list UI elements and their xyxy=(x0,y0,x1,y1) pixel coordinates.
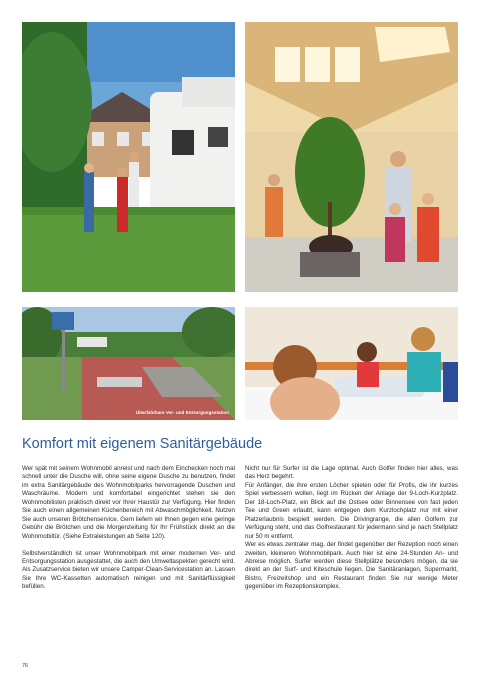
photo-child-washing xyxy=(245,307,458,420)
paragraph: Für Anfänger, die ihre ersten Löcher spielen oder für Profis, die ihr kurzes Spiel verbessern wollen, liegt im Rücken der Anlage der 9-Loch-Kurzplatz. Der 18-Loch-Platz, ein Blick auf die Ostsee oder Binnensee von fast jeden Tee und Green erlaubt, kann entgegen dem Kurzlochplatz nur mit einer Platzerlaubnis bespielt werden. Die Drivingrange, die allen Golfern zur Verfügung steht, und das Golfrestaurant für jedermann sind je nach Stellplatz nur 50 m entfernt. xyxy=(245,481,458,540)
text-column-right xyxy=(245,465,458,600)
paragraph: Nicht nur für Surfer ist die Lage optimal. Auch Golfer finden hier alles, was das Herz begehrt. xyxy=(245,465,458,481)
page-heading: Komfort mit eigenem Sanitärgebäude xyxy=(22,436,263,452)
photo-caption: Überfahrbare Ver- und Entsorgungsstation xyxy=(135,410,229,415)
photo-disposal-station xyxy=(22,307,235,420)
paragraph: Wer spät mit seinem Wohnmobil anreist und nach dem Einchecken noch mal schnell unter die Dusche will, ohne seine eigene Dusche zu benutzen, findet im extra Sanitärgebäude des Wohnmobilparks hervorragende Duschen und Waschräume. Modern und komfortabel eingerichtet stehen sie den Wohnmobilisten praktisch direkt vor Ihrer Haustür zur Verfügung. Hier finden Sie auch einen allgemeinen Küchenbereich mit Abwaschmöglichkeit. Nutzen Sie auch unseren Brötchenservice. Gern liefern wir Ihnen gegen eine geringe Gebühr die Brötchen und die Morgenzeitung für Ihr Frühstück direkt an die Wohnmobiltür. (Siehe Extraleistungen ab Seite 120). xyxy=(22,465,235,540)
photo-sanitary-building-interior xyxy=(245,22,458,292)
paragraph: Wer es etwas zentraler mag, der findet gegenüber der Rezeption noch einen zweiten, kleineren Wohnmobilpark. Auch hier ist eine 24-Stunden An- und Abreise möglich. Surfer werden diese Stellplätze besonders mögen, da sie direkt an der Surf- und Kiteschule liegen. Die Sanitäranlagen, Supermarkt, Bistro, Freizeitshop und ein Restaurant finden Sie nur wenige Meter gegenüber im Rezeptionskomplex. xyxy=(245,541,458,591)
page-number: 76 xyxy=(22,663,29,669)
text-column-left xyxy=(22,465,235,600)
photo-motorhome-arrival xyxy=(22,22,235,292)
paragraph: Selbstverständlich ist unser Wohnmobilpark mit einer modernen Ver- und Entsorgungsstation ausgestattet, die auch den Umweltaspekten gerecht wird. Als Zusatzservice bieten wir unsere Camper-Clean-Servicestation an. Lassen Sie Ihre WC-Kassetten automatisch reinigen und mit Sanitärflüssigkeit befüllen. xyxy=(22,549,235,591)
